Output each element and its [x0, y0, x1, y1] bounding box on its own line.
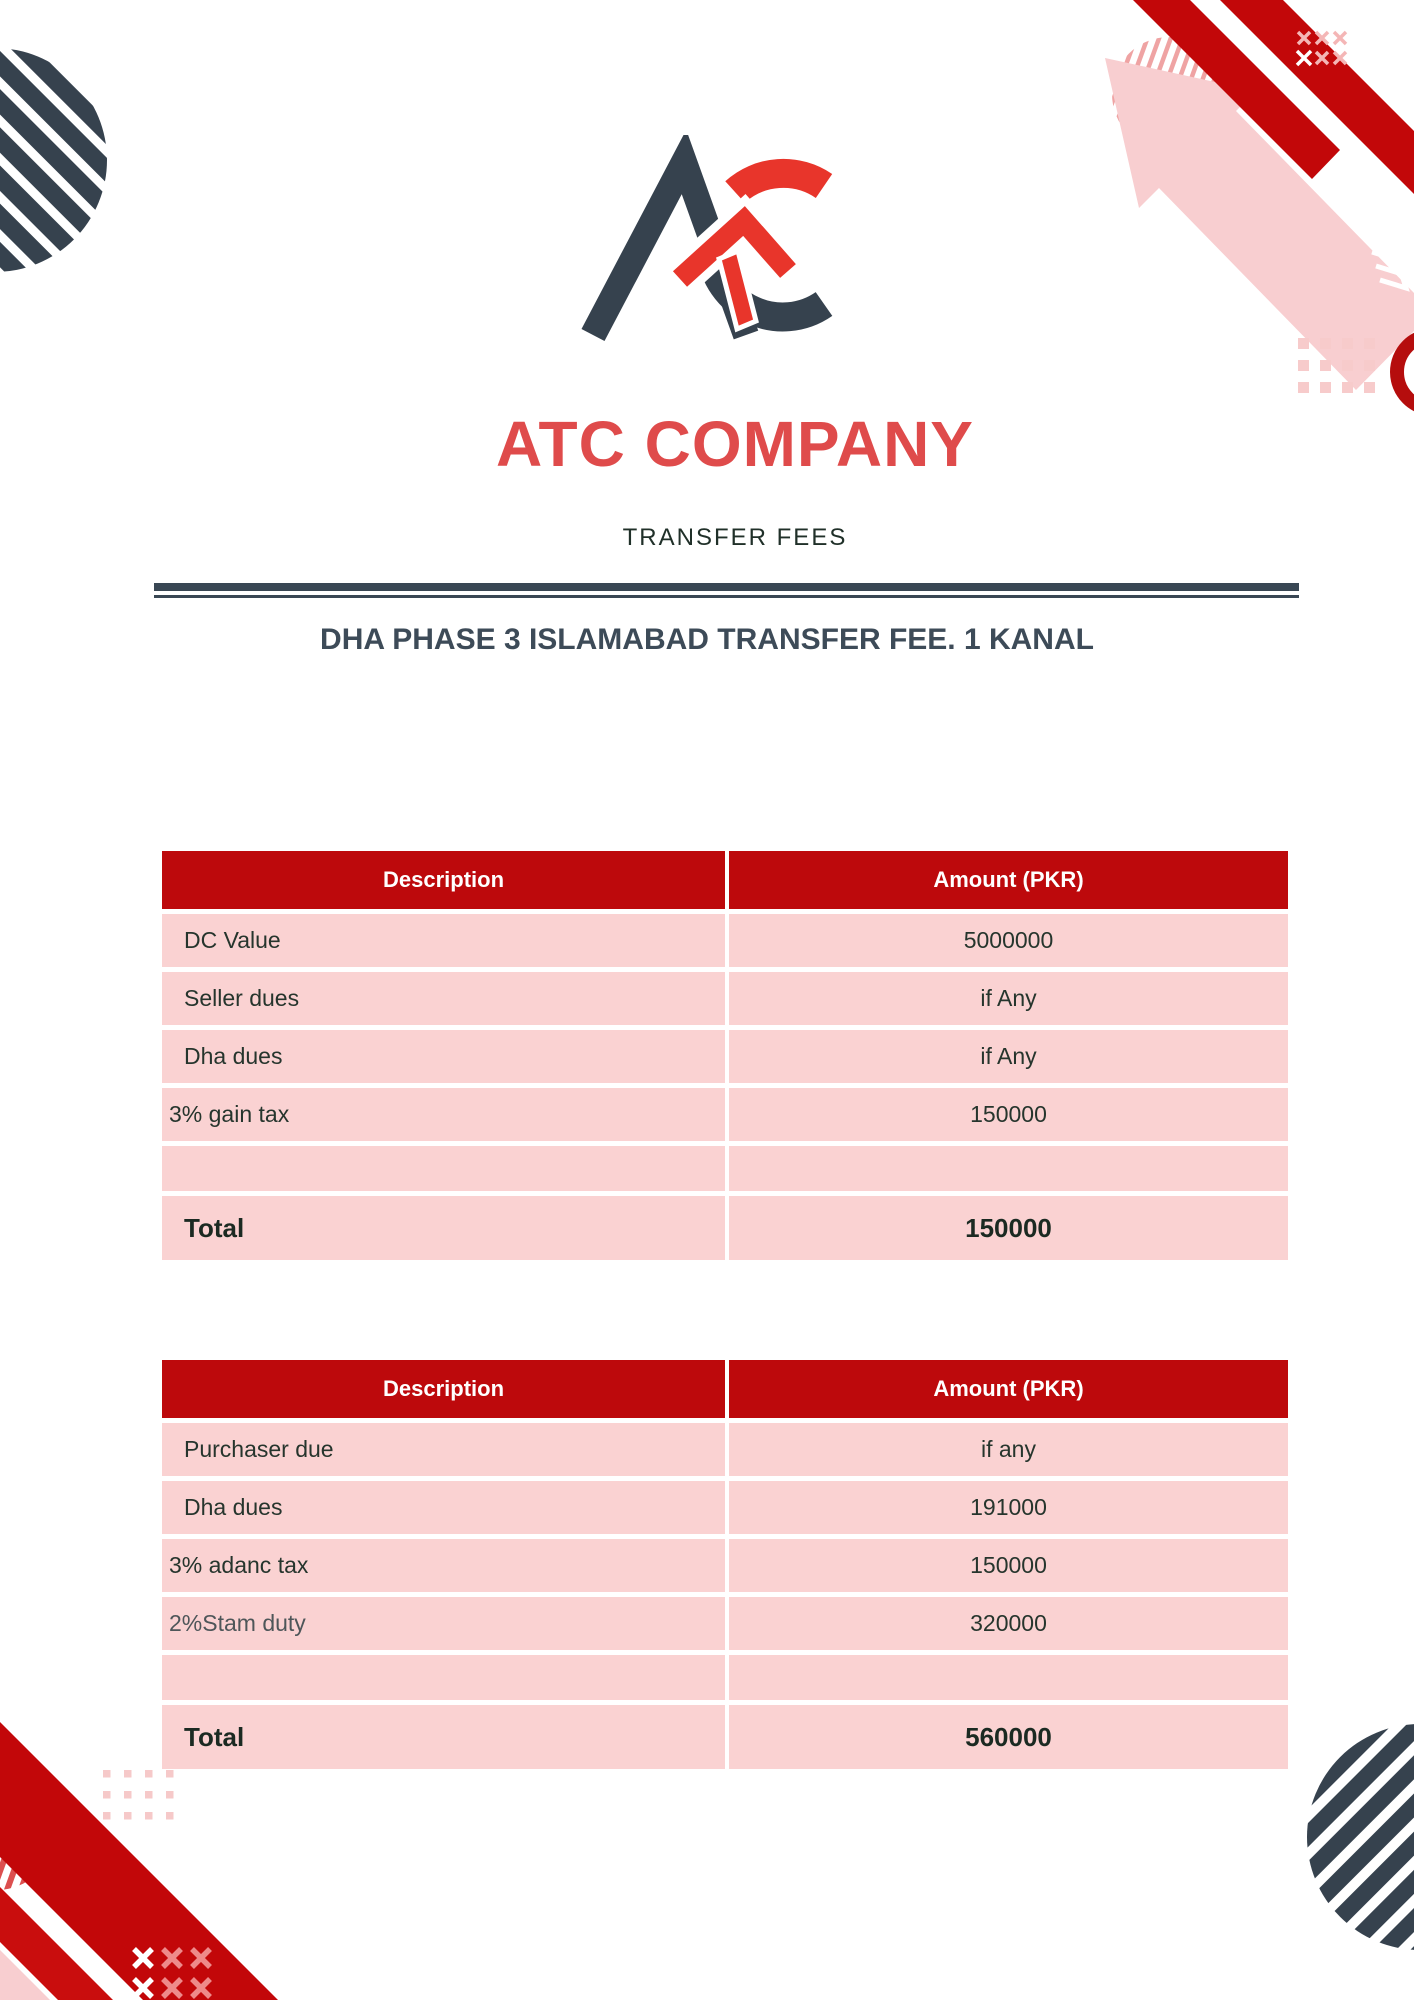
table1-empty-row-desc	[162, 1146, 725, 1191]
table2-empty-row-desc	[162, 1655, 725, 1700]
table2-header-description: Description	[162, 1360, 725, 1418]
company-logo	[560, 135, 890, 350]
table1-empty-row-amount	[729, 1146, 1288, 1191]
table2-empty-row-amount	[729, 1655, 1288, 1700]
table2-total-value: 560000	[729, 1705, 1288, 1769]
table1-row3-desc: Dha dues	[162, 1030, 725, 1083]
table1-header-description: Description	[162, 851, 725, 909]
table2-header-amount: Amount (PKR)	[729, 1360, 1288, 1418]
fees-table-seller	[162, 851, 1288, 1260]
table2-row1-desc: Purchaser due	[162, 1423, 725, 1476]
table1-header-amount: Amount (PKR)	[729, 851, 1288, 909]
table1-total-value: 150000	[729, 1196, 1288, 1260]
divider-thin-bar	[154, 595, 1299, 598]
table2-row3-desc: 3% adanc tax	[162, 1539, 725, 1592]
page-title: ATC COMPANY	[496, 408, 974, 480]
table2-row3-amount: 150000	[729, 1539, 1288, 1592]
divider-thick-bar	[154, 583, 1299, 591]
logo-arrow-shaft	[719, 251, 756, 329]
table2-row1-amount: if any	[729, 1423, 1288, 1476]
table2-row4-desc: 2%Stam duty	[162, 1597, 725, 1650]
table1-row2-amount: if Any	[729, 972, 1288, 1025]
table2-row4-amount: 320000	[729, 1597, 1288, 1650]
document-heading: DHA PHASE 3 ISLAMABAD TRANSFER FEE. 1 KANAL	[320, 623, 1094, 656]
table1-row3-amount: if Any	[729, 1030, 1288, 1083]
table1-row1-amount: 5000000	[729, 914, 1288, 967]
divider	[154, 583, 1299, 598]
table1-row4-amount: 150000	[729, 1088, 1288, 1141]
table2-row2-amount: 191000	[729, 1481, 1288, 1534]
table1-row2-desc: Seller dues	[162, 972, 725, 1025]
table1-row1-desc: DC Value	[162, 914, 725, 967]
table1-row4-desc: 3% gain tax	[162, 1088, 725, 1141]
atc-monogram-logo-icon	[560, 135, 890, 350]
logo-c-red-arc	[735, 173, 824, 192]
fees-table-purchaser	[162, 1360, 1288, 1769]
table2-row2-desc: Dha dues	[162, 1481, 725, 1534]
page-subtitle: TRANSFER FEES	[622, 524, 848, 551]
table1-total-label: Total	[162, 1196, 725, 1260]
table2-total-label: Total	[162, 1705, 725, 1769]
